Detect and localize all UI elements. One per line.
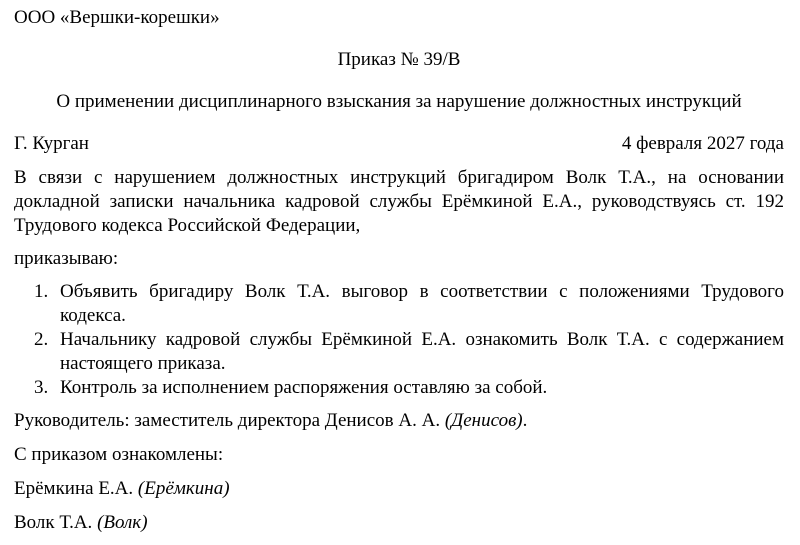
acknowledged-row [14,511,784,535]
head-signature-text: Руководитель: заместитель директора Денисов А. А. [14,410,441,431]
item-number: 2. [34,329,49,350]
order-items-list [14,280,784,400]
acknowledged-label: С приказом ознакомлены: [14,444,224,465]
order-date: 4 февраля 2027 года [621,133,784,154]
list-item [14,328,784,376]
item-text: Контроль за исполнением распоряжения оставляю за собой. [60,377,548,398]
item-text: Начальнику кадровой службы Ерёмкиной Е.А. ознакомить Волк Т.А. с содержанием настоящего приказа. [60,329,784,374]
item-number: 1. [34,281,49,302]
head-signature: (Денисов) [444,410,523,431]
city: Г. Курган [14,133,89,154]
order-number: Приказ № 39/В [337,49,461,70]
acknowledged-signature: (Волк) [97,512,148,533]
acknowledged-row [14,477,784,501]
decree-word: приказываю: [14,248,119,269]
item-number: 3. [34,377,49,398]
head-signature-trail: . [522,410,528,431]
acknowledged-signature: (Ерёмкина) [137,478,230,499]
item-text: Объявить бригадиру Волк Т.А. выговор в соответствии с положениями Трудового кодекса. [60,281,784,326]
place-date-row [14,132,784,156]
document-page [14,6,784,545]
head-signature-line [14,409,784,433]
list-item [14,280,784,328]
organization-name: ООО «Вершки-корешки» [14,7,220,28]
order-subject: О применении дисциплинарного взыскания за нарушение должностных инструкций [56,91,742,112]
acknowledged-name: Волк Т.А. [14,512,93,533]
acknowledged-name: Ерёмкина Е.А. [14,478,134,499]
list-item [14,376,784,400]
preamble-paragraph: В связи с нарушением должностных инструкций бригадиром Волк Т.А., на основании докладной записки начальника кадровой службы Ерёмкиной Е.А., руководствуясь ст. 192 Трудового кодекса Российской Федерации, [14,167,784,236]
